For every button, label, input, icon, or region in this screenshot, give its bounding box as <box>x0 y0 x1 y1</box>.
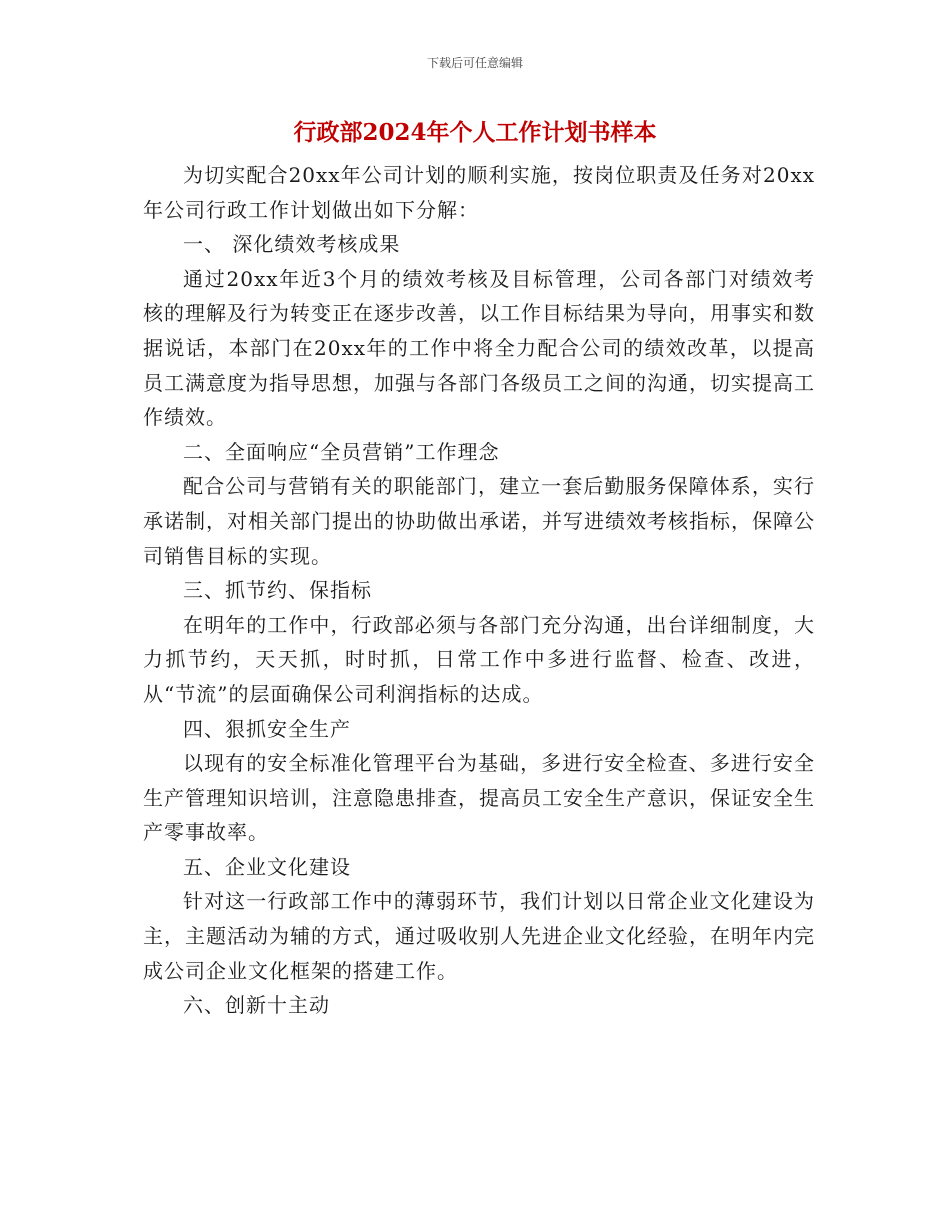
section-heading-5: 五、企业文化建设 <box>183 854 351 879</box>
section-paragraph-5: 针对这一行政部工作中的薄弱环节，我们计划以日常企业文化建设为主，主题活动为辅的方式，通过吸收别人先进企业文化经验，在明年内完成公司企业文化框架的搭建工作。 <box>143 889 815 983</box>
section-heading-1: 一、 深化绩效考核成果 <box>183 232 401 257</box>
section-paragraph-1: 通过20xx年近3个月的绩效考核及目标管理，公司各部门对绩效考核的理解及行为转变正在逐步改善，以工作目标结果为导向，用事实和数据说话，本部门在20xx年的工作中将全力配合公司的绩效改革，以提高员工满意度为指导思想，加强与各部门各级员工之间的沟通，切实提高工作绩效。 <box>143 266 815 430</box>
intro-paragraph: 为切实配合20xx年公司计划的顺利实施，按岗位职责及任务对20xx年公司行政工作计划做出如下分解： <box>143 163 815 222</box>
document-title: 行政部2024年个人工作计划书样本 <box>293 119 657 146</box>
document-body <box>143 158 815 1023</box>
section-paragraph-2: 配合公司与营销有关的职能部门，建立一套后勤服务保障体系，实行承诺制，对相关部门提出的协助做出承诺，并写进绩效考核指标，保障公司销售目标的实现。 <box>143 474 815 568</box>
section-paragraph-4: 以现有的安全标准化管理平台为基础，多进行安全检查、多进行安全生产管理知识培训，注意隐患排查，提高员工安全生产意识，保证安全生产零事故率。 <box>143 751 815 845</box>
section-heading-2: 二、全面响应“全员营销”工作理念 <box>183 439 500 464</box>
section-heading-6: 六、创新十主动 <box>183 993 330 1018</box>
page-header-note: 下载后可任意编辑 <box>426 56 523 70</box>
section-heading-4: 四、狠抓安全生产 <box>183 716 351 741</box>
section-paragraph-3: 在明年的工作中，行政部必须与各部门充分沟通，出台详细制度，大力抓节约，天天抓，时时抓，日常工作中多进行监督、检查、改进，从“节流”的层面确保公司利润指标的达成。 <box>143 612 815 706</box>
section-heading-3: 三、抓节约、保指标 <box>183 578 372 603</box>
